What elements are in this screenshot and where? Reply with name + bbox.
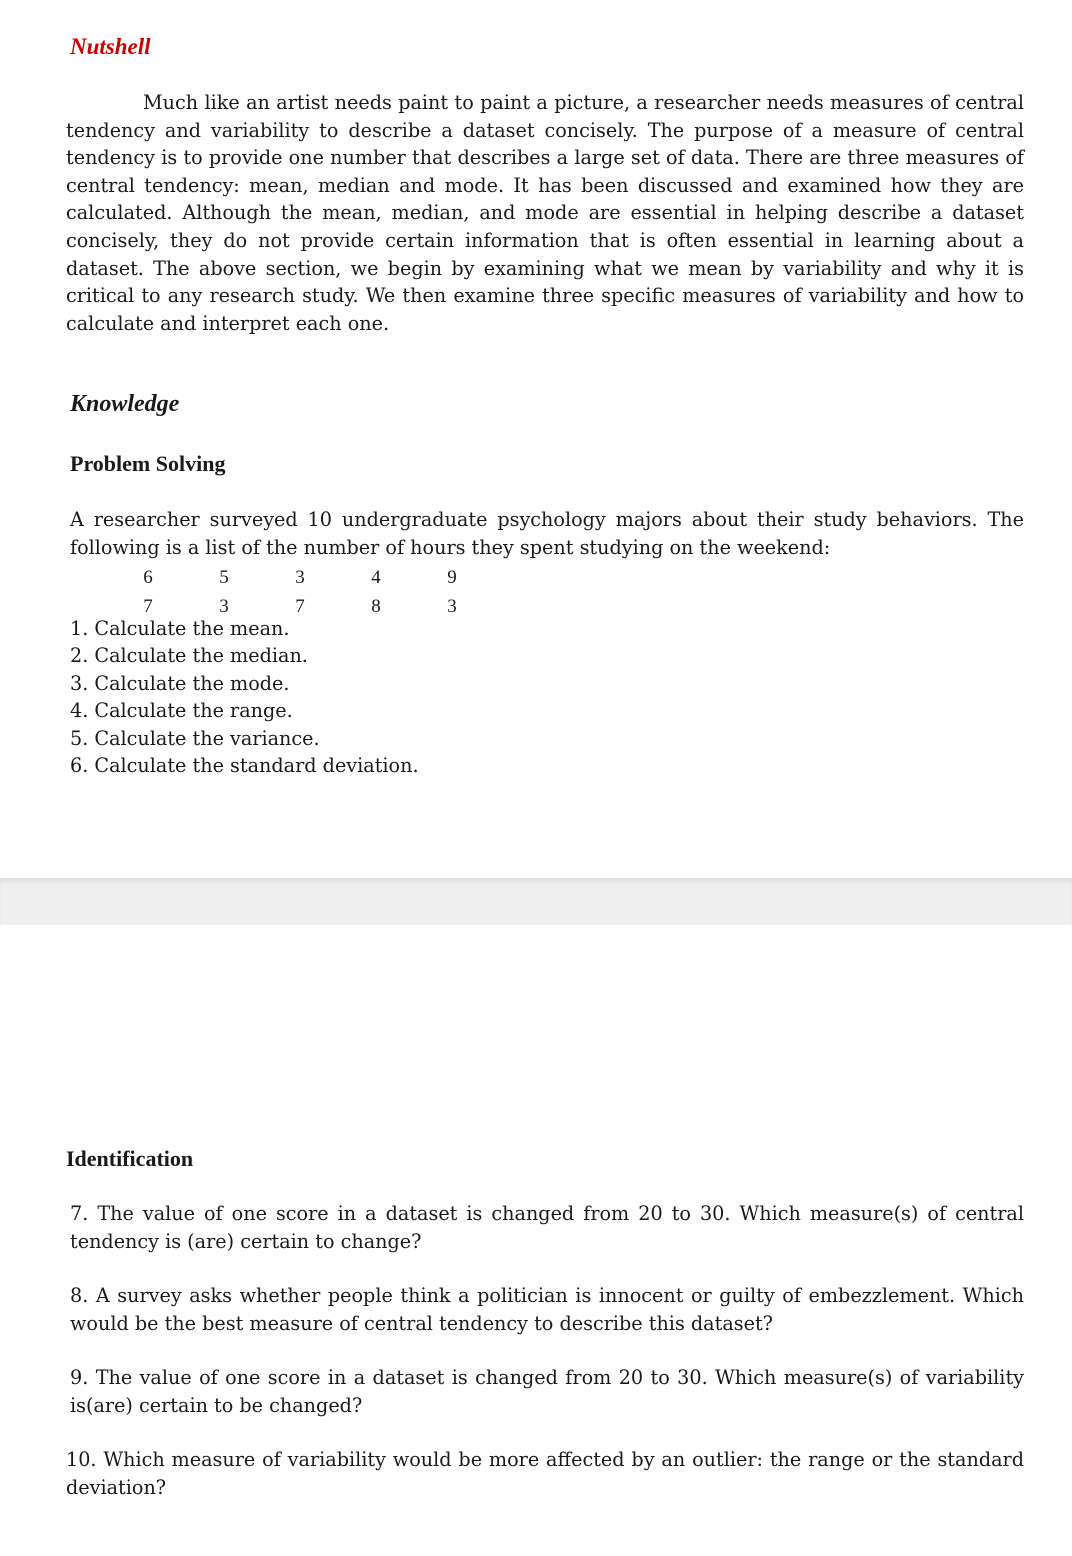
task-list — [70, 615, 419, 779]
question-10: 10. Which measure of variability would be more affected by an outlier: the range or the standard deviation? — [66, 1448, 1024, 1499]
identification-heading: Identification — [66, 1146, 194, 1171]
table-row — [110, 563, 490, 592]
data-cell: 3 — [295, 566, 305, 588]
question-9: 9. The value of one score in a dataset is changed from 20 to 30. Which measure(s) of variability is(are) certain to be changed? — [70, 1366, 1024, 1417]
data-cell: 3 — [447, 595, 457, 617]
hours-data-table — [110, 563, 490, 621]
knowledge-heading: Knowledge — [70, 391, 180, 417]
question-7: 7. The value of one score in a dataset is changed from 20 to 30. Which measure(s) of central tendency is (are) certain to change? — [70, 1202, 1024, 1253]
page-separator — [0, 878, 1072, 926]
data-cell: 6 — [143, 566, 153, 588]
data-cell: 4 — [371, 566, 381, 588]
list-item: 6. Calculate the standard deviation. — [70, 754, 419, 778]
data-cell: 8 — [371, 595, 381, 617]
data-cell: 5 — [219, 566, 229, 588]
data-cell: 7 — [143, 595, 153, 617]
problem-intro: A researcher surveyed 10 undergraduate psychology majors about their study behaviors. The following is a list of the number of hours they spent studying on the weekend: — [70, 508, 1024, 559]
list-item: 5. Calculate the variance. — [70, 726, 320, 750]
question-8: 8. A survey asks whether people think a politician is innocent or guilty of embezzlement. Which would be the best measure of central tendency to describe this dataset? — [70, 1284, 1024, 1335]
list-item: 3. Calculate the mode. — [70, 671, 290, 695]
list-item: 1. Calculate the mean. — [70, 617, 290, 640]
data-cell: 7 — [295, 595, 305, 617]
list-item: 4. Calculate the range. — [70, 699, 293, 723]
nutshell-paragraph: Much like an artist needs paint to paint a picture, a researcher needs measures of central tendency and variability to describe a dataset concisely. The purpose of a measure of central tendency is to provide one number that describes a large set of data. There are three measures of central tendency: mean, median and mode. It has been discussed and examined how they are calculated. Although the mean, median, and mode are essential in helping describe a dataset concisely, they do not provide certain information that is often essential in learning about a dataset. The above section, we begin by examining what we mean by variability and why it is critical to any research study. We then examine three specific measures of variability and how to calculate and interpret each one. — [66, 91, 1024, 335]
data-cell: 3 — [219, 595, 229, 617]
nutshell-heading: Nutshell — [70, 34, 151, 59]
problem-solving-heading: Problem Solving — [70, 451, 226, 476]
data-cell: 9 — [447, 566, 457, 588]
list-item: 2. Calculate the median. — [70, 644, 308, 668]
